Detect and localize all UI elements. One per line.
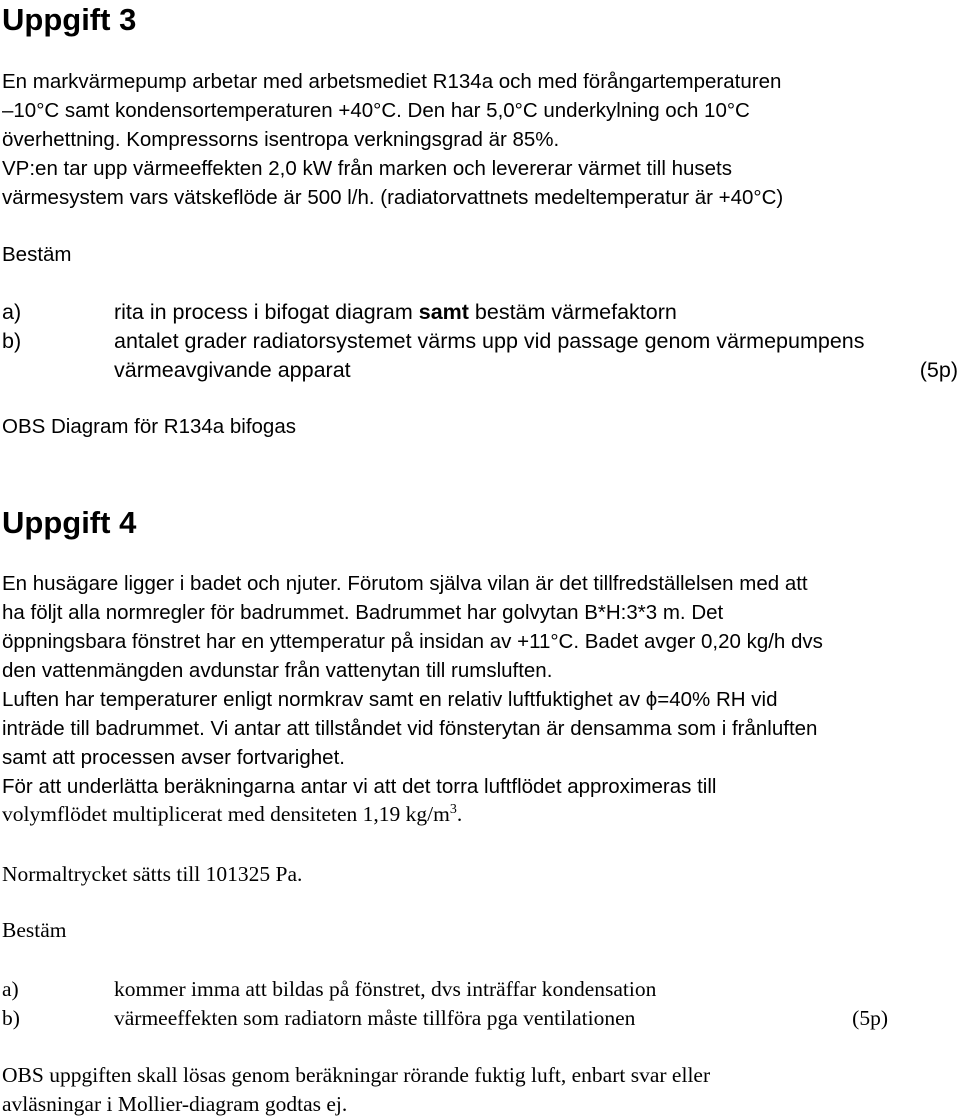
item-text: kommer imma att bildas på fönstret, dvs inträffar kondensation	[114, 977, 657, 1001]
text-line: öppningsbara fönstret har en yttemperatur på insidan av +11°C. Badet avger 0,20 kg/h dvs	[2, 630, 823, 653]
item-text-post: bestäm värmefaktorn	[468, 300, 677, 324]
text-line: inträde till badrummet. Vi antar att tillståndet vid fönsterytan är densamma som i frånluften	[2, 717, 818, 740]
text-line: VP:en tar upp värmeeffekten 2,0 kW från marken och levererar värmet till husets	[2, 157, 732, 180]
task4-body	[2, 569, 823, 801]
task3-obs: OBS Diagram för R134a bifogas	[2, 415, 296, 438]
task4-obs	[2, 1061, 710, 1119]
text-line: ha följt alla normregler för badrummet. Badrummet har golvytan B*H:3*3 m. Det	[2, 601, 724, 624]
item-text: värmeeffekten som radiatorn måste tillföra pga ventilationen	[114, 1006, 636, 1030]
sentence-end: .	[456, 802, 463, 826]
task4-body-last-line	[2, 800, 462, 829]
item-label: b)	[2, 329, 22, 353]
text-line: samt att processen avser fortvarighet.	[2, 746, 345, 769]
item-label: a)	[2, 300, 22, 324]
task3-heading: Uppgift 3	[2, 2, 137, 37]
points-label: (5p)	[852, 1006, 888, 1030]
text-line: En husägare ligger i badet och njuter. Förutom själva vilan är det tillfredställelsen med att	[2, 572, 808, 595]
task4-bestam: Bestäm	[2, 918, 67, 942]
text-line: överhettning. Kompressorns isentropa verkningsgrad är 85%.	[2, 128, 560, 151]
item-label: b)	[2, 1006, 20, 1030]
item-text-pre: rita in process i bifogat diagram	[114, 300, 419, 324]
text-line: den vattenmängden avdunstar från vattenytan till rumsluften.	[2, 659, 553, 682]
task3-bestam: Bestäm	[2, 243, 72, 266]
item-label: a)	[2, 977, 19, 1001]
text-line: avläsningar i Mollier-diagram godtas ej.	[2, 1092, 348, 1116]
task4-normal: Normaltrycket sätts till 101325 Pa.	[2, 862, 303, 886]
task3-intro	[2, 67, 783, 212]
points-label: (5p)	[919, 358, 958, 382]
unit-exponent: 3	[449, 801, 457, 817]
text-line: Luften har temperaturer enligt normkrav samt en relativ luftfuktighet av ϕ=40% RH vid	[2, 688, 778, 711]
task4-heading: Uppgift 4	[2, 505, 137, 540]
item-text: värmeavgivande apparat	[114, 358, 351, 382]
item-text-bold: samt	[418, 300, 469, 324]
item-text: antalet grader radiatorsystemet värms upp vid passage genom värmepumpens	[114, 329, 865, 353]
text-line: OBS uppgiften skall lösas genom beräkningar rörande fuktig luft, enbart svar eller	[2, 1063, 711, 1087]
text-line: För att underlätta beräkningarna antar vi att det torra luftflödet approximeras till	[2, 775, 717, 798]
text-line: En markvärmepump arbetar med arbetsmediet R134a och med förångartemperaturen	[2, 70, 782, 93]
item-text	[114, 298, 677, 327]
density-text: volymflödet multiplicerat med densiteten 1,19 kg/m	[2, 802, 450, 826]
text-line: –10°C samt kondensortemperaturen +40°C. Den har 5,0°C underkylning och 10°C	[2, 99, 750, 122]
text-line: värmesystem vars vätskeflöde är 500 l/h. (radiatorvattnets medeltemperatur är +40°C)	[2, 186, 784, 209]
